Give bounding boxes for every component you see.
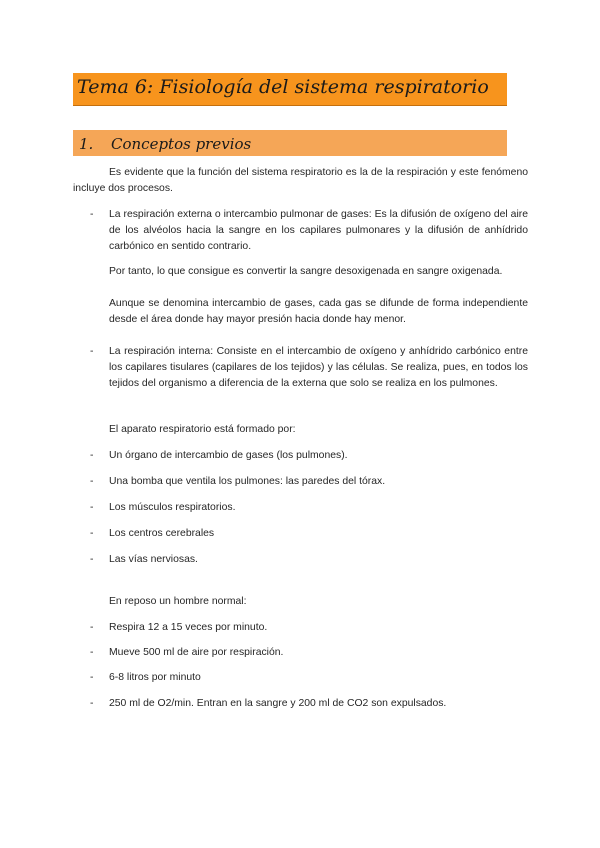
list-dash: - xyxy=(90,528,94,539)
list-dash: - xyxy=(90,450,94,461)
list-dash: - xyxy=(90,209,94,220)
rest-item: 250 ml de O2/min. Entran en la sangre y 200 ml de CO2 son expulsados. xyxy=(109,698,447,709)
list-dash: - xyxy=(90,554,94,565)
rest-item: Mueve 500 ml de aire por respiración. xyxy=(109,647,284,658)
process-external-text: La respiración externa o intercambio pulmonar de gases: Es la difusión de oxígeno del aire de los alvéolos hacia la sangre en los capilares pulmonares y la difusión de anhídrido carbónico en sentido contrario. xyxy=(109,209,528,252)
rest-item: 6-8 litros por minuto xyxy=(109,672,201,683)
list-dash: - xyxy=(90,647,94,658)
process-internal-text: La respiración interna: Consiste en el intercambio de oxígeno y anhídrido carbónico entre los capilares tisulares (capilares de los tejidos) y las células. Se realiza, pues, en todos los tejidos del organismo a diferencia de la externa que solo se realiza en los pulmones. xyxy=(109,346,528,389)
section-banner xyxy=(73,130,507,156)
rest-item: Respira 12 a 15 veces por minuto. xyxy=(109,622,268,633)
list-dash: - xyxy=(90,698,94,709)
list-dash: - xyxy=(90,476,94,487)
list-dash: - xyxy=(90,346,94,357)
intro-paragraph: Es evidente que la función del sistema respiratorio es la de la respiración y este fenómeno incluye dos procesos. xyxy=(73,167,528,194)
apparatus-item: Los músculos respiratorios. xyxy=(109,502,236,513)
section-number: 1. xyxy=(79,135,94,153)
list-dash: - xyxy=(90,622,94,633)
section-title: Conceptos previos xyxy=(111,135,252,153)
list-dash: - xyxy=(90,672,94,683)
apparatus-item: Una bomba que ventila los pulmones: las paredes del tórax. xyxy=(109,476,386,487)
process-external-note-2: Aunque se denomina intercambio de gases, cada gas se difunde de forma independiente desde el área donde hay mayor presión hacia donde hay menor. xyxy=(109,298,528,325)
process-external-note-1: Por tanto, lo que consigue es convertir la sangre desoxigenada en sangre oxigenada. xyxy=(109,266,503,277)
apparatus-intro: El aparato respiratorio está formado por: xyxy=(109,424,296,435)
apparatus-item: Las vías nerviosas. xyxy=(109,554,198,565)
rest-intro: En reposo un hombre normal: xyxy=(109,596,247,607)
list-dash: - xyxy=(90,502,94,513)
title-banner xyxy=(73,73,507,106)
apparatus-item: Los centros cerebrales xyxy=(109,528,215,539)
apparatus-item: Un órgano de intercambio de gases (los pulmones). xyxy=(109,450,348,461)
page-title: Tema 6: Fisiología del sistema respiratorio xyxy=(77,76,489,98)
